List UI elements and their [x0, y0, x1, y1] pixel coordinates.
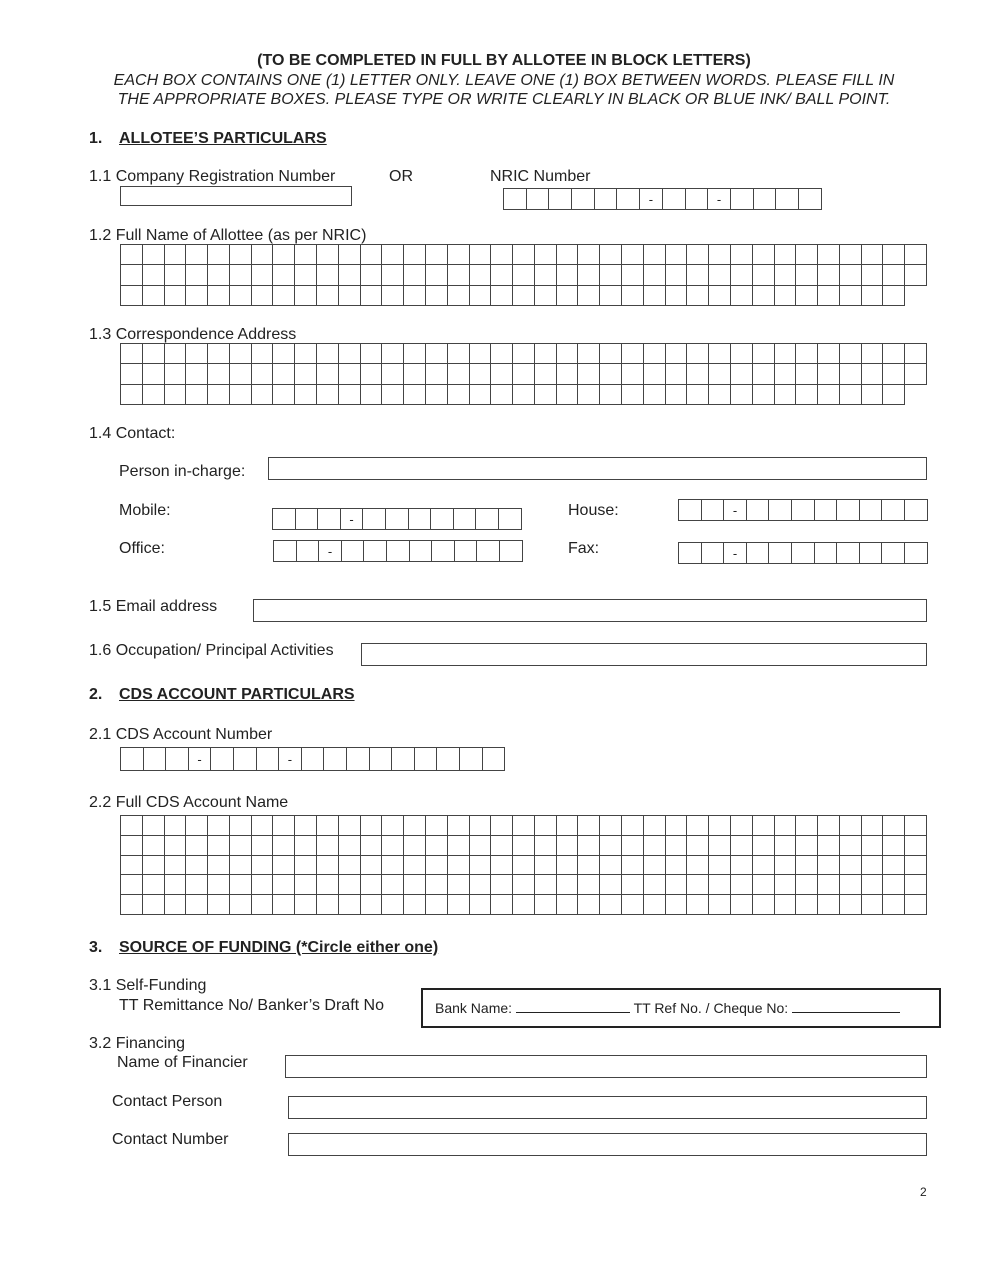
address-label: 1.3 Correspondence Address: [89, 326, 297, 343]
mobile-label: Mobile:: [119, 502, 171, 519]
cds-dash: -: [189, 748, 212, 771]
nric-dash: -: [640, 189, 663, 210]
full-name-label: 1.2 Full Name of Allottee (as per NRIC): [89, 227, 367, 244]
occupation-input[interactable]: [361, 643, 927, 666]
nric-boxes[interactable]: [503, 188, 822, 210]
mobile-boxes[interactable]: [272, 508, 522, 530]
nric-dash: -: [708, 189, 731, 210]
contact-number-label: Contact Number: [112, 1131, 229, 1148]
financier-label: Name of Financier: [117, 1054, 248, 1071]
self-funding-label[interactable]: 3.1 Self-Funding: [89, 977, 207, 994]
contact-person-label: Contact Person: [112, 1093, 223, 1110]
house-label: House:: [568, 502, 619, 519]
instructions-line-1: EACH BOX CONTAINS ONE (1) LETTER ONLY. LEAVE ONE (1) BOX BETWEEN WORDS. PLEASE FILL IN: [113, 72, 895, 89]
section-3-title: SOURCE OF FUNDING (*Circle either one): [119, 939, 439, 956]
company-reg-label: 1.1 Company Registration Number: [89, 168, 336, 185]
tt-ref-label: TT Ref No. / Cheque No:: [633, 1000, 789, 1016]
person-in-charge-input[interactable]: [268, 457, 927, 480]
bank-name-label: Bank Name:: [435, 1000, 513, 1016]
occupation-label: 1.6 Occupation/ Principal Activities: [89, 642, 334, 659]
house-boxes[interactable]: [678, 499, 928, 521]
section-1-title: ALLOTEE’S PARTICULARS: [119, 130, 327, 147]
email-label: 1.5 Email address: [89, 598, 218, 615]
email-input[interactable]: [253, 599, 927, 622]
address-grid[interactable]: [120, 343, 927, 405]
form-title: (TO BE COMPLETED IN FULL BY ALLOTEE IN BLOCK LETTERS): [257, 52, 751, 69]
cds-account-name-grid[interactable]: [120, 815, 927, 915]
fax-label: Fax:: [568, 540, 600, 557]
office-boxes[interactable]: [273, 540, 523, 562]
cds-dash: -: [279, 748, 302, 771]
self-funding-box: [421, 988, 941, 1028]
cds-account-name-label: 2.2 Full CDS Account Name: [89, 794, 289, 811]
fax-boxes[interactable]: [678, 542, 928, 564]
or-label: OR: [389, 168, 413, 185]
person-in-charge-label: Person in-charge:: [119, 463, 246, 480]
tt-remittance-label: TT Remittance No/ Banker’s Draft No: [119, 997, 384, 1014]
section-2-number: 2.: [89, 686, 103, 703]
full-name-grid[interactable]: [120, 244, 927, 306]
house-dash: -: [724, 500, 747, 521]
page-number: 2: [920, 1185, 927, 1199]
cds-account-number-label: 2.1 CDS Account Number: [89, 726, 273, 743]
financing-label[interactable]: 3.2 Financing: [89, 1035, 186, 1052]
mobile-dash: -: [341, 509, 364, 530]
cds-account-number-boxes[interactable]: [120, 747, 505, 771]
office-label: Office:: [119, 540, 165, 557]
fax-dash: -: [724, 543, 747, 564]
bank-name-line[interactable]: [516, 1002, 630, 1013]
nric-label: NRIC Number: [490, 168, 591, 185]
section-1-number: 1.: [89, 130, 103, 147]
contact-person-input[interactable]: [288, 1096, 927, 1119]
financier-input[interactable]: [285, 1055, 927, 1078]
section-2-title: CDS ACCOUNT PARTICULARS: [119, 686, 355, 703]
instructions-line-2: THE APPROPRIATE BOXES. PLEASE TYPE OR WRITE CLEARLY IN BLACK OR BLUE INK/ BALL POINT.: [117, 91, 891, 108]
company-reg-input[interactable]: [120, 186, 352, 206]
tt-ref-line[interactable]: [792, 1002, 900, 1013]
contact-number-input[interactable]: [288, 1133, 927, 1156]
office-dash: -: [319, 541, 342, 562]
contact-label: 1.4 Contact:: [89, 425, 176, 442]
section-3-number: 3.: [89, 939, 103, 956]
